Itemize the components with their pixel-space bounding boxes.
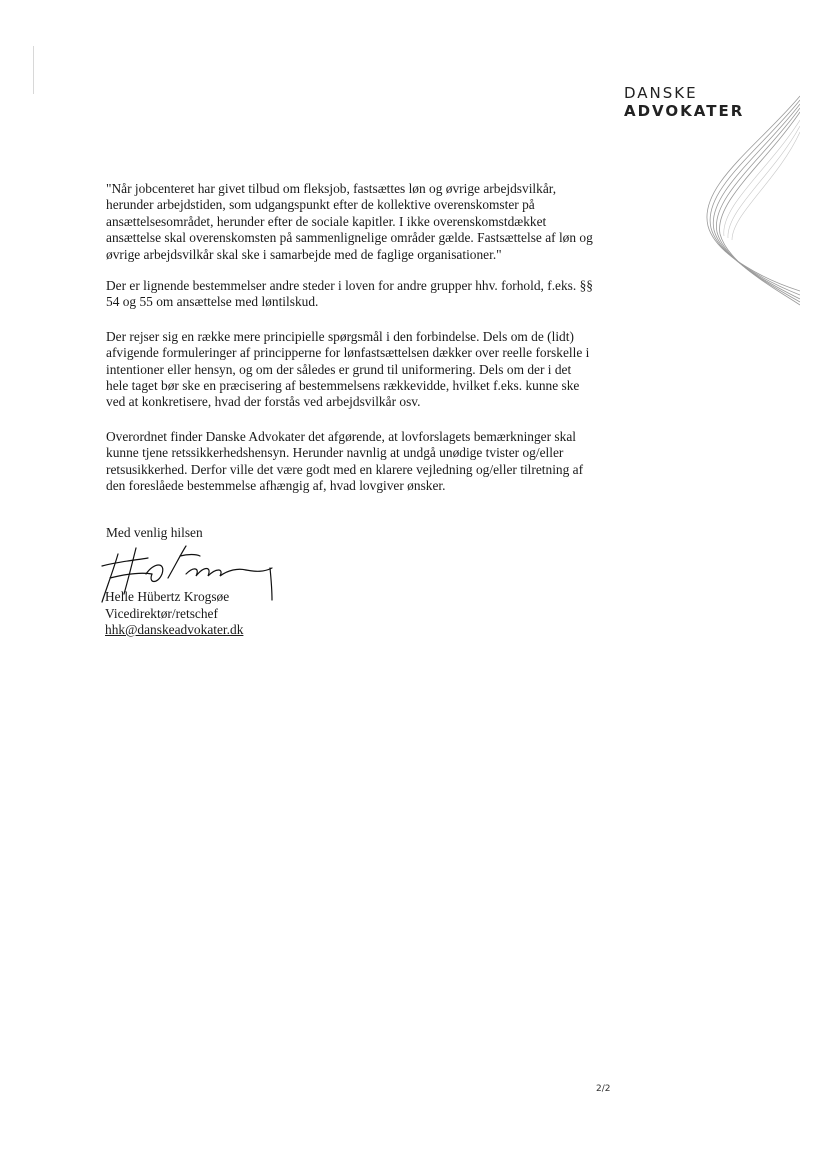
signer-block [105,589,243,639]
quoted-provision-paragraph: "Når jobcenteret har givet tilbud om fleksjob, fastsættes løn og øvrige arbejdsvilkår, herunder arbejdstiden, som udgangspunkt efter de kollektive overenskomster på ansættelsesområdet, herunder efter de sociale kapitler. I ikke overenskomstdækket ansættelse skal overenskomsten på sammenlignelige områder gælde. Fastsættelse af løn og øvrige arbejdsvilkår skal ske i samarbejde med de faglige organisationer." [106,181,593,262]
body-paragraph: Der er lignende bestemmelser andre steder i loven for andre grupper hhv. forhold, f.eks. §§ 54 og 55 om ansættelse med løntilskud. [106,278,593,310]
body-paragraph: Overordnet finder Danske Advokater det afgørende, at lovforslagets bemærkninger skal kunne tjene retssikkerhedshensyn. Herunder navnlig at undgå unødige tvister og/eller retsusikkerhed. Derfor ville det være godt med en klarere vejledning og/eller tilretning af den foreslåede bestemmelse afhængig af, hvad lovgiver ønsker. [106,428,584,494]
logo-line-2: ADVOKATER [624,102,745,120]
signer-email-link[interactable]: hhk@danskeadvokater.dk [105,622,244,637]
closing-greeting: Med venlig hilsen [106,525,203,540]
signer-title: Vicedirektør/retschef [105,605,218,621]
logo-line-1: DANSKE [624,84,698,102]
body-paragraph: Der rejser sig en række mere principielle spørgsmål i den forbindelse. Dels om de (lidt) afvigende formuleringer af principperne for lønfastsættelsen dækker over reelle forskelle i intentioner eller hensyn, og om der således er grund til uniformering. Dels om der i det hele taget bør ske en præcisering af bestemmelsens rækkevidde, hvilket f.eks. kunne ske ved at konkretisere, hvad der forstås ved arbejdsvilkår osv. [106,328,590,410]
logo-swoosh-graphic [688,86,800,306]
scan-margin-mark [33,46,34,94]
letter-body [106,181,596,510]
page-number: 2/2 [596,1084,611,1094]
signer-name: Helle Hübertz Krogsøe [105,589,230,604]
